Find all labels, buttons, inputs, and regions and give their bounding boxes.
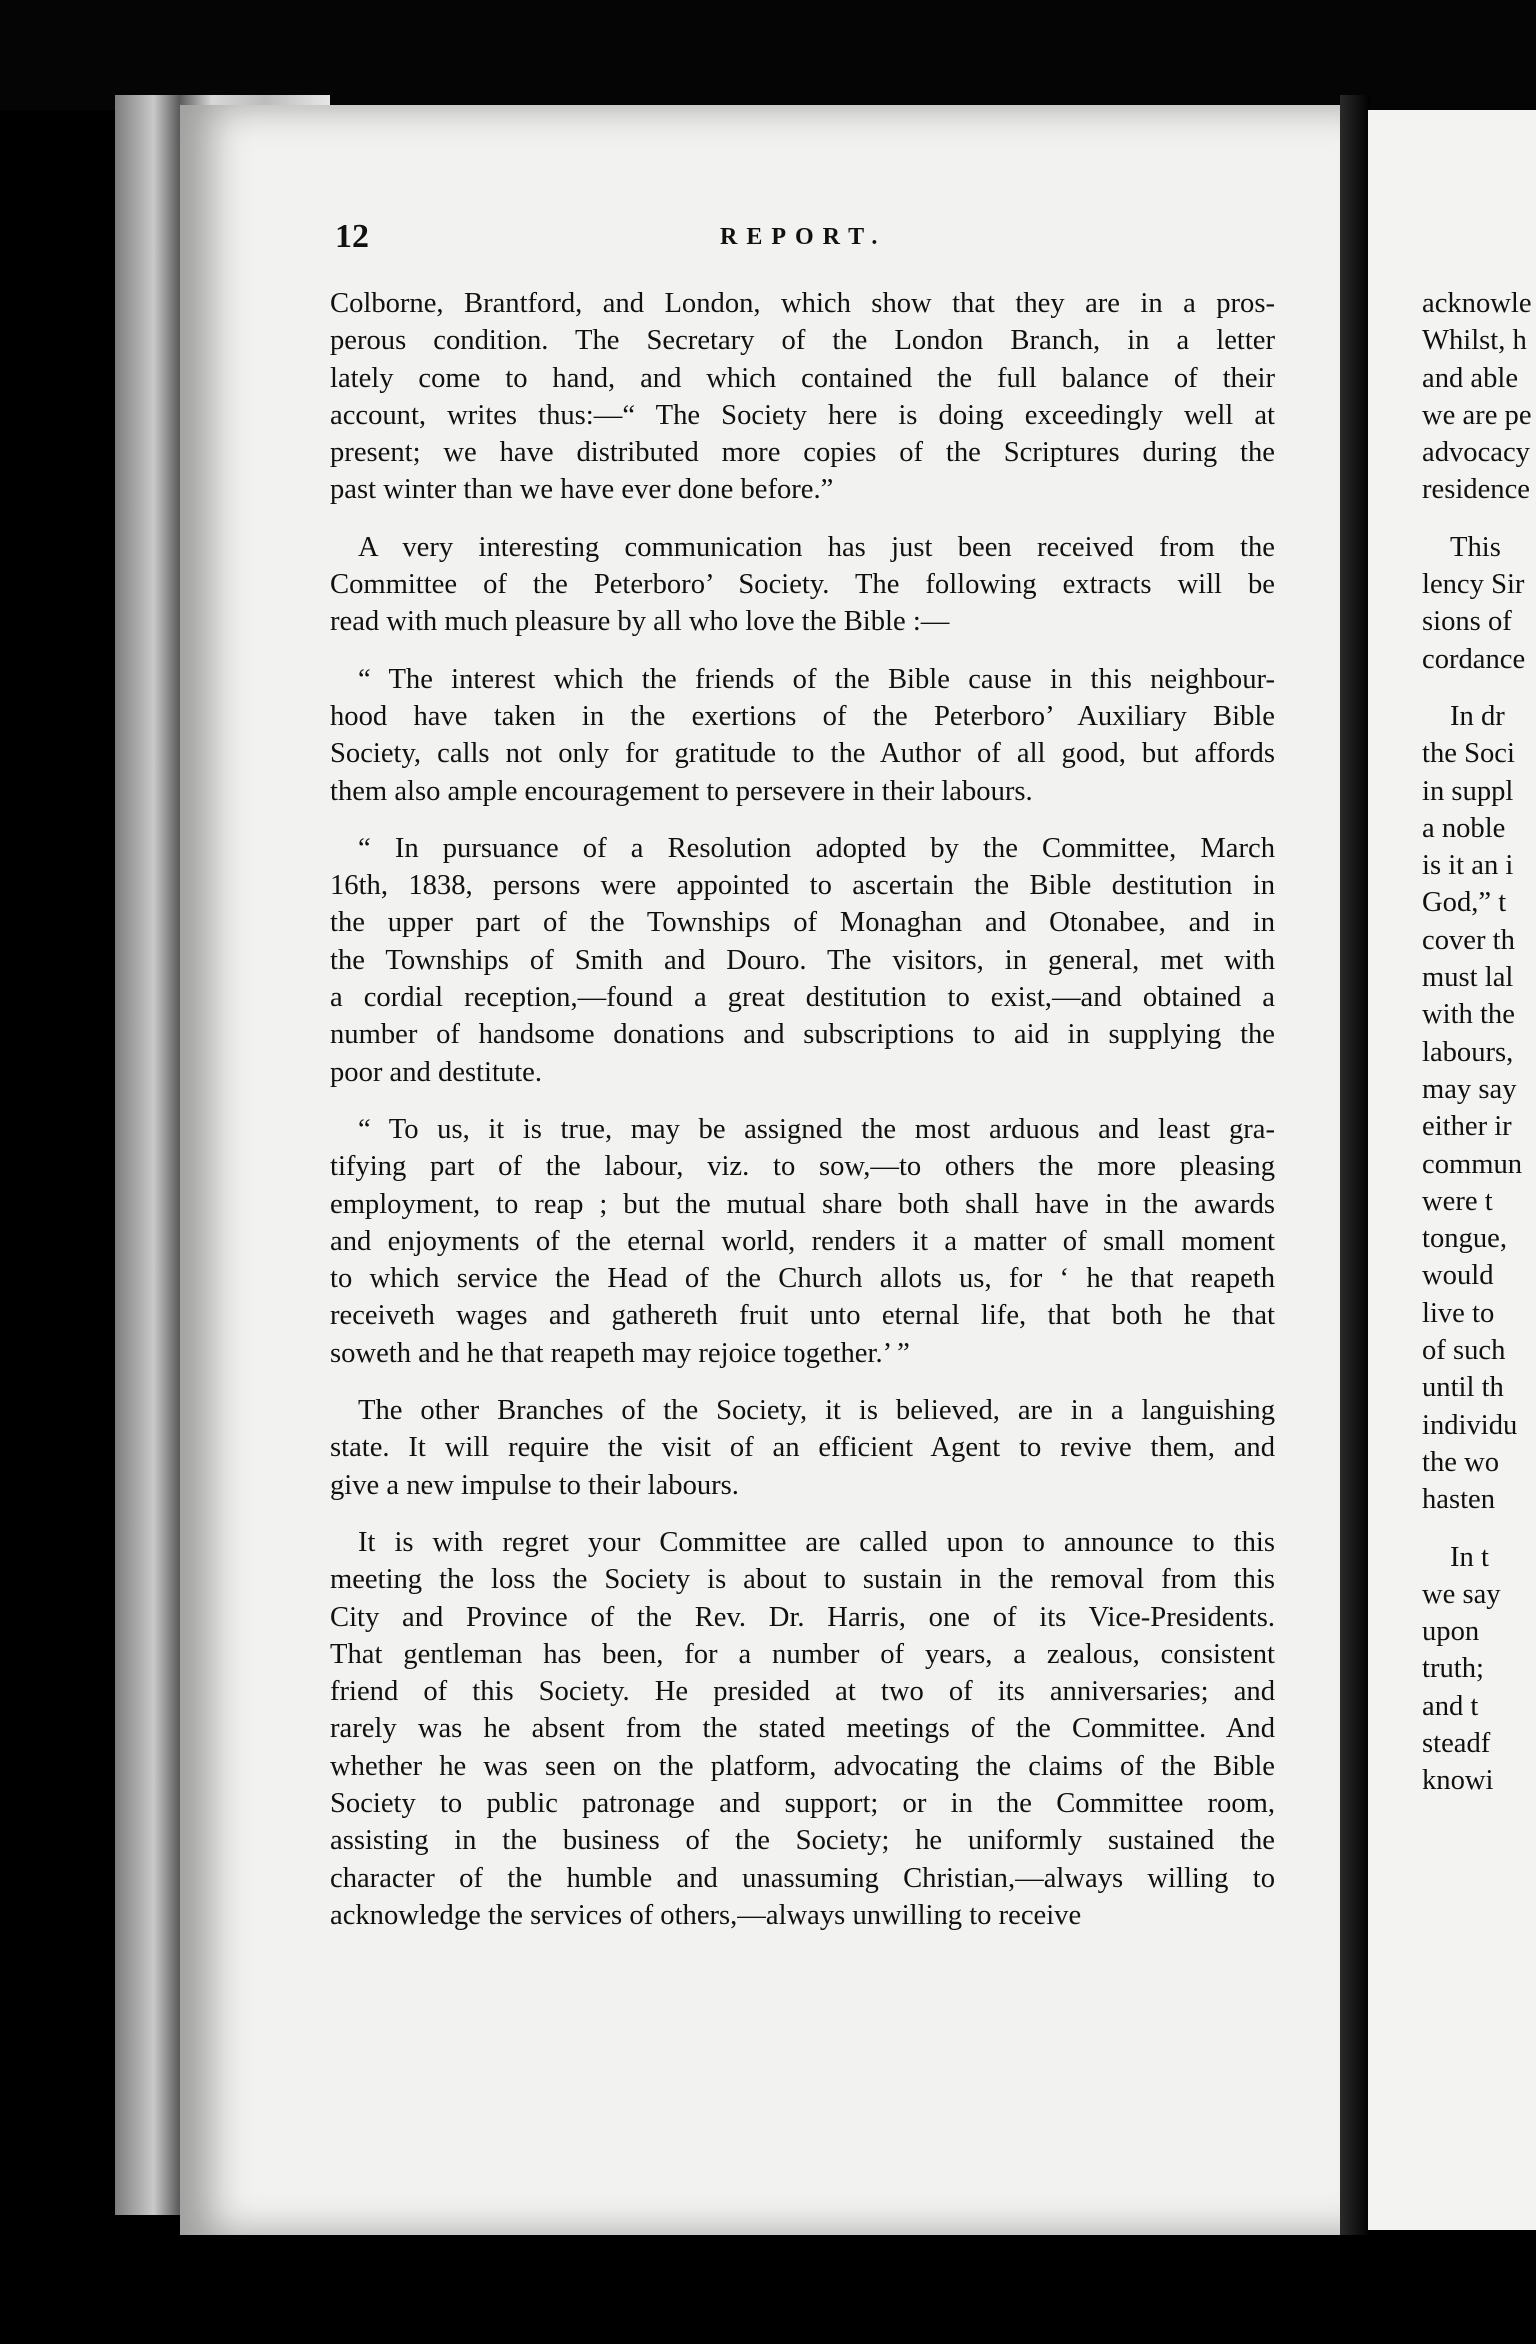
- facing-text-fragment: In t: [1450, 1541, 1489, 1573]
- text-line: lately come to hand, and which contained the full balance of their: [330, 362, 1275, 394]
- facing-paragraph-gap: [1422, 678, 1536, 698]
- text-line: hood have taken in the exertions of the Peterboro’ Auxiliary Bible: [330, 700, 1275, 732]
- text-line: 16th, 1838, persons were appointed to ascertain the Bible destitution in: [330, 870, 1275, 902]
- facing-text-fragment: is it an i: [1422, 850, 1514, 882]
- paragraph: [330, 1111, 1275, 1372]
- facing-text-fragment: and t: [1422, 1690, 1479, 1722]
- text-line: past winter than we have ever done before.”: [330, 474, 834, 506]
- text-line: them also ample encouragement to persevere in their labours.: [330, 775, 1033, 807]
- facing-text-fragment: In dr: [1450, 700, 1505, 732]
- text-line: meeting the loss the Society is about to sustain in the removal from this: [330, 1564, 1275, 1596]
- facing-text-fragment: a noble: [1422, 812, 1506, 844]
- text-line: That gentleman has been, for a number of years, a zealous, consistent: [330, 1638, 1275, 1670]
- facing-text-fragment: tongue,: [1422, 1223, 1507, 1255]
- facing-text-fragment: knowi: [1422, 1765, 1494, 1797]
- facing-text-fragment: residence: [1422, 474, 1530, 506]
- facing-text-fragment: commun: [1422, 1148, 1523, 1180]
- facing-text-fragment: and able: [1422, 362, 1519, 394]
- text-line: It is with regret your Committee are called upon to announce to this: [358, 1526, 1275, 1558]
- text-line: number of handsome donations and subscriptions to aid in supplying the: [330, 1019, 1275, 1051]
- facing-text-fragment: hasten: [1422, 1484, 1496, 1516]
- facing-text-fragment: the wo: [1422, 1446, 1500, 1478]
- scan-frame-bottom: [0, 2235, 1536, 2344]
- paragraph: [330, 1392, 1275, 1504]
- facing-text-fragment: either ir: [1422, 1111, 1512, 1143]
- text-line: “ The interest which the friends of the Bible cause in this neighbour-: [358, 663, 1275, 695]
- text-line: acknowledge the services of others,—always unwilling to receive: [330, 1899, 1082, 1931]
- paragraph: [330, 285, 1275, 509]
- paragraph-gap: [330, 810, 1275, 830]
- facing-text-fragment: in suppl: [1422, 775, 1514, 807]
- page-gutter: [1340, 95, 1370, 2245]
- facing-text-fragment: lency Sir: [1422, 569, 1525, 601]
- facing-text-fragment: the Soci: [1422, 738, 1515, 770]
- facing-text-fragment: with the: [1422, 999, 1515, 1031]
- facing-text-fragment: sions of: [1422, 606, 1512, 638]
- text-line: give a new impulse to their labours.: [330, 1469, 739, 1501]
- facing-text-fragment: God,” t: [1422, 887, 1507, 919]
- running-head: REPORT.: [720, 224, 887, 250]
- facing-text-fragment: we say: [1422, 1578, 1501, 1610]
- facing-text-fragment: Whilst, h: [1422, 325, 1527, 357]
- facing-text-fragment: we are pe: [1422, 399, 1532, 431]
- text-line: whether he was seen on the platform, advocating the claims of the Bible: [330, 1750, 1275, 1782]
- facing-text-fragment: may say: [1422, 1073, 1517, 1105]
- facing-paragraph-gap: [1422, 1519, 1536, 1539]
- text-line: Society, calls not only for gratitude to the Author of all good, but affords: [330, 738, 1275, 770]
- paragraph-gap: [330, 641, 1275, 661]
- text-line: character of the humble and unassuming Christian,—always willing to: [330, 1862, 1275, 1894]
- facing-text-fragment: This: [1450, 531, 1501, 563]
- text-line: assisting in the business of the Society; he uniformly sustained the: [330, 1825, 1275, 1857]
- text-line: perous condition. The Secretary of the London Branch, in a letter: [330, 325, 1275, 357]
- text-line: read with much pleasure by all who love the Bible :—: [330, 606, 950, 638]
- paragraph-gap: [330, 509, 1275, 529]
- page-number: 12: [335, 218, 369, 255]
- facing-text-fragment: cover th: [1422, 924, 1515, 956]
- paragraph: [330, 1524, 1275, 1934]
- text-line: soweth and he that reapeth may rejoice together.’ ”: [330, 1337, 910, 1369]
- paragraph-gap: [330, 1504, 1275, 1524]
- facing-text-fragment: live to: [1422, 1297, 1495, 1329]
- text-line: The other Branches of the Society, it is believed, are in a languishing: [358, 1395, 1275, 1427]
- text-line: to which service the Head of the Church allots us, for ‘ he that reapeth: [330, 1263, 1275, 1295]
- text-line: the upper part of the Townships of Monaghan and Otonabee, and in: [330, 907, 1275, 939]
- text-line: A very interesting communication has just been received from the: [358, 531, 1275, 563]
- text-line: “ To us, it is true, may be assigned the most arduous and least gra-: [358, 1113, 1275, 1145]
- facing-text-fragment: upon: [1422, 1616, 1480, 1648]
- facing-text-fragment: of such: [1422, 1335, 1506, 1367]
- facing-text-fragment: advocacy: [1422, 437, 1530, 469]
- facing-paragraph-gap: [1422, 509, 1536, 529]
- text-line: present; we have distributed more copies of the Scriptures during the: [330, 437, 1275, 469]
- text-line: Society to public patronage and support; or in the Committee room,: [330, 1787, 1275, 1819]
- text-line: rarely was he absent from the stated meetings of the Committee. And: [330, 1713, 1275, 1745]
- body-text: [330, 285, 1275, 1934]
- facing-text-fragment: labours,: [1422, 1036, 1514, 1068]
- text-line: employment, to reap ; but the mutual share both shall have in the awards: [330, 1188, 1275, 1220]
- paragraph: [330, 661, 1275, 810]
- facing-text-fragment: until th: [1422, 1372, 1504, 1404]
- facing-text-fragment: must lal: [1422, 962, 1514, 994]
- text-line: and enjoyments of the eternal world, renders it a matter of small moment: [330, 1225, 1275, 1257]
- facing-text-fragment: truth;: [1422, 1653, 1484, 1685]
- facing-text-fragment: acknowle: [1422, 288, 1532, 319]
- facing-text-fragment: would: [1422, 1260, 1494, 1292]
- paragraph: [330, 529, 1275, 641]
- page-header: [335, 218, 1275, 258]
- text-line: receiveth wages and gathereth fruit unto eternal life, that both he that: [330, 1300, 1275, 1332]
- text-line: poor and destitute.: [330, 1056, 543, 1088]
- text-line: Colborne, Brantford, and London, which show that they are in a pros-: [330, 288, 1275, 319]
- text-line: account, writes thus:—“ The Society here is doing exceedingly well at: [330, 399, 1275, 431]
- facing-text-fragment: individu: [1422, 1409, 1518, 1441]
- text-line: tifying part of the labour, viz. to sow,—to others the more pleasing: [330, 1151, 1275, 1183]
- facing-text-fragment: were t: [1422, 1185, 1493, 1217]
- text-line: City and Province of the Rev. Dr. Harris, one of its Vice-Presidents.: [330, 1601, 1275, 1633]
- text-line: a cordial reception,—found a great destitution to exist,—and obtained a: [330, 982, 1275, 1014]
- text-line: state. It will require the visit of an efficient Agent to revive them, and: [330, 1432, 1275, 1464]
- scan-frame-top: [0, 0, 1536, 110]
- text-line: Committee of the Peterboro’ Society. The following extracts will be: [330, 569, 1275, 601]
- facing-text-fragment: steadf: [1422, 1727, 1491, 1759]
- paragraph-gap: [330, 1091, 1275, 1111]
- paragraph-gap: [330, 1372, 1275, 1392]
- text-line: friend of this Society. He presided at two of its anniversaries; and: [330, 1676, 1275, 1708]
- text-line: “ In pursuance of a Resolution adopted by the Committee, March: [358, 832, 1275, 864]
- text-line: the Townships of Smith and Douro. The visitors, in general, met with: [330, 944, 1275, 976]
- facing-text-fragment: cordance: [1422, 643, 1526, 675]
- paragraph: [330, 830, 1275, 1091]
- facing-page-text: [1422, 285, 1536, 1800]
